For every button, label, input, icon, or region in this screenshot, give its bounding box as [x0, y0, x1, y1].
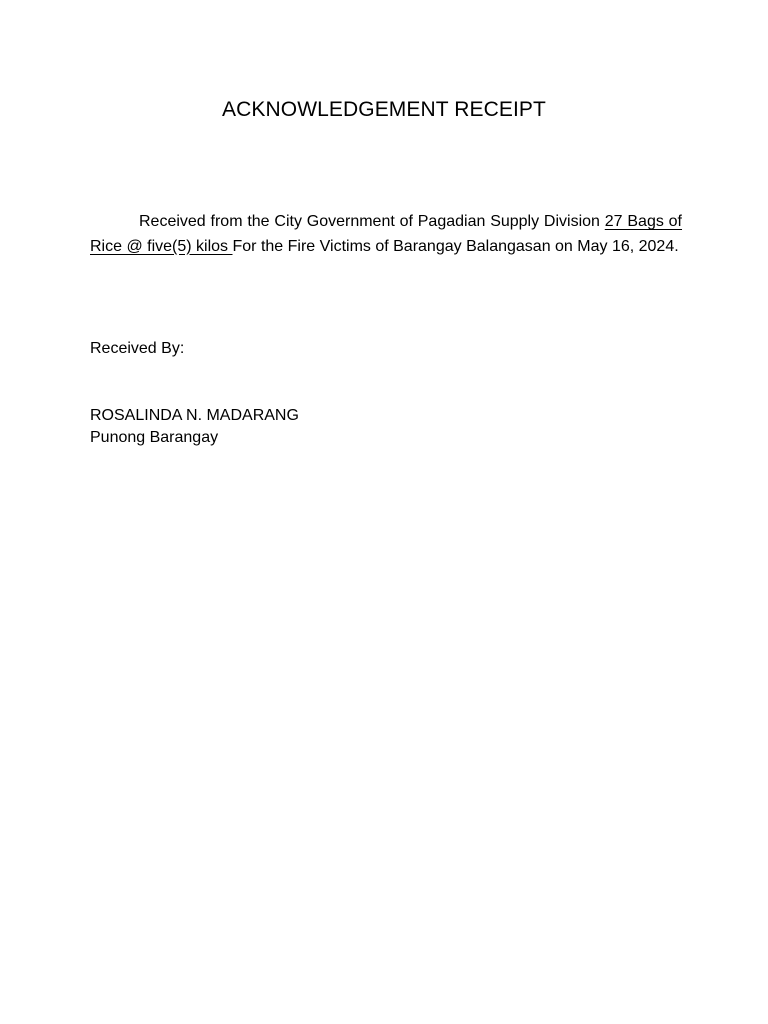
signatory-block	[90, 405, 299, 449]
receipt-body-tail: For the Fire Victims of Barangay Balangasan on May 16, 2024.	[232, 237, 679, 255]
received-by-label: Received By:	[90, 340, 185, 357]
signatory-name: ROSALINDA N. MADARANG	[90, 407, 299, 424]
receipt-item: 27 Bags of Rice @ five(5) kilos	[90, 213, 683, 255]
signatory-position: Punong Barangay	[90, 429, 219, 446]
page-title: ACKNOWLEDGEMENT RECEIPT	[222, 98, 546, 121]
receipt-body	[90, 210, 682, 259]
receipt-body-lead: Received from the City Government of Pagadian Supply Division	[139, 213, 605, 230]
